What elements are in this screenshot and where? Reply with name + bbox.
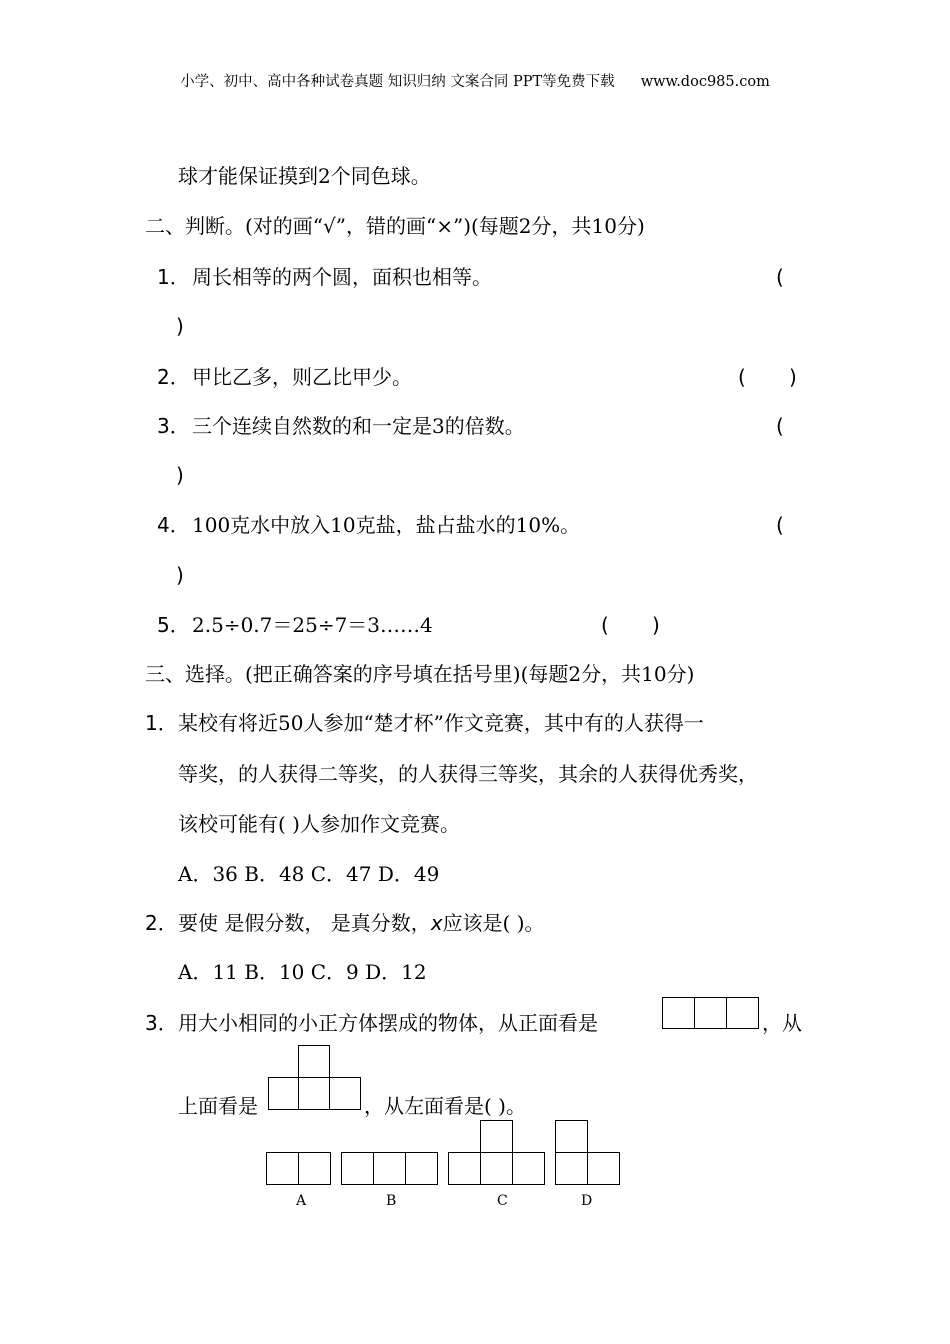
s2-item3-answer-open[interactable]: ( (776, 414, 784, 438)
s3-q1-line3: 该校可能有( )人参加作文竞赛。 (178, 812, 460, 836)
s2-item1-num: 1． (157, 265, 190, 289)
option-d-cell (555, 1120, 588, 1153)
s3-q3-text-c: 上面看是 (178, 1094, 258, 1118)
section2-title: 二、判断。(对的画“√”，错的画“×”)(每题2分，共10分) (145, 214, 645, 238)
s3-q3-text-d: ，从左面看是( )。 (364, 1094, 526, 1118)
s2-item3-num: 3． (157, 414, 190, 438)
option-c-cell (480, 1152, 513, 1185)
s3-q2-variable: x (430, 911, 443, 935)
option-a-label[interactable]: A (296, 1193, 307, 1209)
s2-item1-answer-open[interactable]: ( (776, 265, 784, 289)
s2-item2-answer-close: ) (789, 365, 797, 389)
option-d-cell (587, 1152, 620, 1185)
s3-q1-options[interactable]: A．36 B．48 C．47 D．49 (178, 862, 440, 886)
s3-q3-text-b: ，从 (762, 1011, 802, 1035)
s3-q2-text-b: 应该是( )。 (442, 911, 545, 935)
top-view-cell (298, 1045, 330, 1078)
option-b-cell (405, 1152, 438, 1185)
continuation-text: 球才能保证摸到2个同色球。 (178, 164, 431, 188)
s2-item1-text: 周长相等的两个圆，面积也相等。 (192, 265, 492, 289)
s2-item2-answer-open[interactable]: ( (738, 365, 746, 389)
option-c-label[interactable]: C (497, 1193, 508, 1209)
s2-item2-num: 2． (157, 365, 190, 389)
s2-item2-text: 甲比乙多，则乙比甲少。 (192, 365, 412, 389)
front-view-cell (662, 997, 695, 1029)
s2-item4-answer-close: ) (176, 563, 184, 587)
s2-item1-answer-close: ) (176, 314, 184, 338)
s2-item5-answer-close: ) (652, 613, 660, 637)
option-d-label[interactable]: D (581, 1193, 593, 1209)
option-c-cell (480, 1120, 513, 1153)
front-view-cell (694, 997, 727, 1029)
s3-q3-text-a: 用大小相同的小正方体摆成的物体，从正面看是 (178, 1011, 598, 1035)
s3-q1-num: 1． (145, 711, 178, 735)
s2-item5-num: 5． (157, 613, 190, 637)
s2-item5-answer-open[interactable]: ( (601, 613, 609, 637)
s3-q2-text (178, 913, 545, 933)
option-b-label[interactable]: B (386, 1193, 397, 1209)
s3-q1-line2: 等奖，的人获得二等奖，的人获得三等奖，其余的人获得优秀奖， (178, 762, 758, 786)
s3-q1-line1: 某校有将近50人参加“楚才杯”作文竞赛，其中有的人获得一 (178, 711, 704, 735)
section3-title: 三、选择。(把正确答案的序号填在括号里)(每题2分，共10分) (145, 662, 695, 686)
page-header (0, 70, 950, 91)
top-view-cell (268, 1077, 299, 1110)
option-c-cell (512, 1152, 545, 1185)
s2-item3-text: 三个连续自然数的和一定是3的倍数。 (192, 414, 525, 438)
s2-item4-text: 100克水中放入10克盐，盐占盐水的10%。 (192, 513, 581, 537)
option-a-cell (266, 1152, 299, 1185)
header-text: 小学、初中、高中各种试卷真题 知识归纳 文案合同 PPT等免费下载 (180, 74, 615, 90)
s3-q3-num: 3． (145, 1011, 178, 1035)
option-b-cell (373, 1152, 406, 1185)
option-c-cell (448, 1152, 481, 1185)
s3-q2-num: 2． (145, 911, 178, 935)
s3-q2-text-a: 要使 是假分数， 是真分数， (178, 911, 431, 935)
s3-q2-options[interactable]: A．11 B．10 C．9 D．12 (178, 960, 427, 984)
s2-item3-answer-close: ) (176, 463, 184, 487)
s2-item4-num: 4． (157, 513, 190, 537)
option-b-cell (341, 1152, 374, 1185)
top-view-cell (298, 1077, 330, 1110)
header-url[interactable]: www.doc985.com (640, 74, 770, 90)
front-view-cell (726, 997, 759, 1029)
s2-item5-text: 2.5÷0.7＝25÷7＝3……4 (192, 613, 433, 637)
s2-item4-answer-open[interactable]: ( (776, 513, 784, 537)
top-view-cell (329, 1077, 361, 1110)
option-a-cell (298, 1152, 331, 1185)
option-d-cell (555, 1152, 588, 1185)
